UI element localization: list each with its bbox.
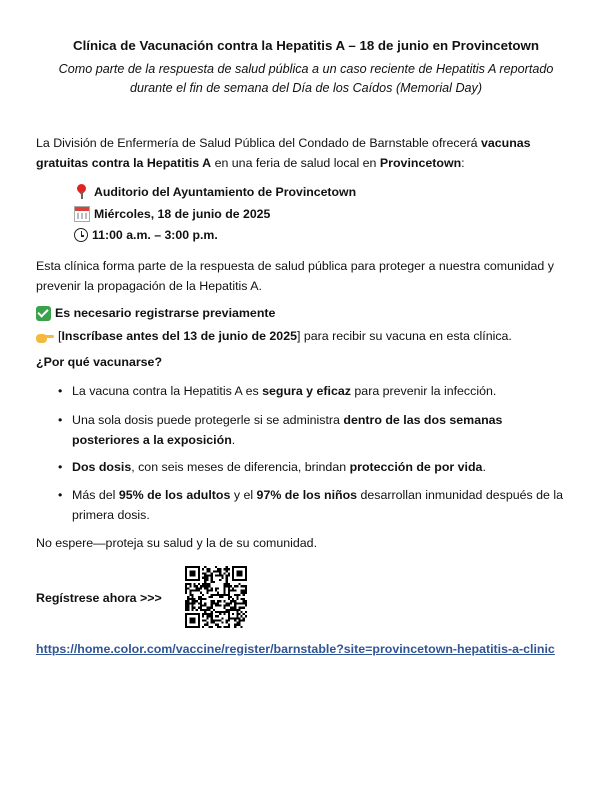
intro-bold-vaccines: vacunas gratuitas contra la Hepatitis A: [36, 136, 531, 170]
bullet-3-bold-1: Dos dosis: [72, 460, 132, 474]
event-time-text: 11:00 a.m. – 3:00 p.m.: [92, 228, 218, 242]
bullet-4-text-1: Más del: [72, 488, 119, 502]
registration-deadline-rest: para recibir su vacuna en esta clínica.: [300, 329, 512, 343]
registration-link[interactable]: https://home.color.com/vaccine/register/barnstable?site=provincetown-hepatitis-a-clinic: [36, 642, 555, 656]
event-date-text: Miércoles, 18 de junio de 2025: [94, 207, 271, 221]
clock-icon: [74, 228, 88, 242]
intro-text-2: en una feria de salud local en: [211, 155, 380, 170]
registration-deadline-bold: Inscríbase antes del 13 de junio de 2025: [61, 329, 297, 343]
calendar-icon: [74, 206, 90, 222]
closing-text: No espere—proteja su salud y la de su comunidad.: [36, 536, 318, 550]
registration-required-text: Es necesario registrarse previamente: [55, 306, 276, 320]
bullet-3-bold-2: protección de por vida: [349, 460, 483, 474]
intro-paragraph: [36, 134, 584, 173]
check-mark-button-icon: [36, 306, 51, 321]
page-title: Clínica de Vacunación contra la Hepatitis A – 18 de junio en Provincetown: [72, 38, 539, 53]
list-item: [54, 411, 568, 450]
page-subtitle: Como parte de la respuesta de salud pública a un caso reciente de Hepatitis A reportado durante el fin de semana del Día de los Caídos (Memorial Day): [58, 62, 554, 95]
bracket-close: ]: [296, 329, 301, 343]
list-item: [54, 458, 568, 478]
bullet-2-text-2: .: [231, 432, 236, 447]
register-label: Regístrese ahora >>>: [36, 591, 162, 605]
event-time: [74, 228, 218, 242]
event-date: [74, 206, 270, 222]
bullet-4-bold-1: 95% de los adultos: [118, 488, 231, 502]
intro-bold-town: Provincetown: [379, 155, 462, 170]
bullet-1-text-1: La vacuna contra la Hepatitis A es: [72, 384, 263, 398]
bullet-1-bold: segura y eficaz: [262, 384, 351, 398]
registration-required: [36, 304, 584, 324]
bullet-4-text-2: y el: [230, 488, 257, 502]
bullet-2-text-1: Una sola dosis puede protegerle si se administra: [72, 413, 344, 427]
registration-deadline-text: [58, 327, 512, 347]
intro-text-1: La División de Enfermería de Salud Pública del Condado de Barnstable ofrecerá: [36, 136, 481, 150]
registration-deadline: [36, 327, 584, 347]
bullet-1-text-2: para prevenir la infección.: [350, 384, 497, 398]
bullet-3-text-1: , con seis meses de diferencia, brindan: [131, 460, 350, 474]
round-pushpin-icon: [74, 184, 90, 200]
qr-code-icon[interactable]: [185, 566, 247, 628]
pointing-hand-icon: [36, 330, 54, 344]
bullet-4-bold-2: 97% de los niños: [256, 488, 358, 502]
bullet-3-text-2: .: [482, 460, 486, 474]
list-item: [54, 486, 568, 525]
event-location: [74, 184, 356, 200]
event-location-text: Auditorio del Ayuntamiento de Provincetown: [94, 185, 357, 199]
bullet-4-text-3: desarrollan inmunidad después de la primera dosis.: [72, 488, 564, 522]
list-item: [54, 382, 568, 402]
bracket-open: [: [58, 329, 62, 343]
clinic-note: Esta clínica forma parte de la respuesta de salud pública para proteger a nuestra comunidad y prevenir la propagación de la Hepatitis A.: [36, 259, 554, 293]
intro-text-3: :: [461, 155, 465, 170]
bullet-2-bold: dentro de las dos semanas posteriores a la exposición: [72, 413, 503, 447]
why-heading: ¿Por qué vacunarse?: [36, 355, 163, 369]
